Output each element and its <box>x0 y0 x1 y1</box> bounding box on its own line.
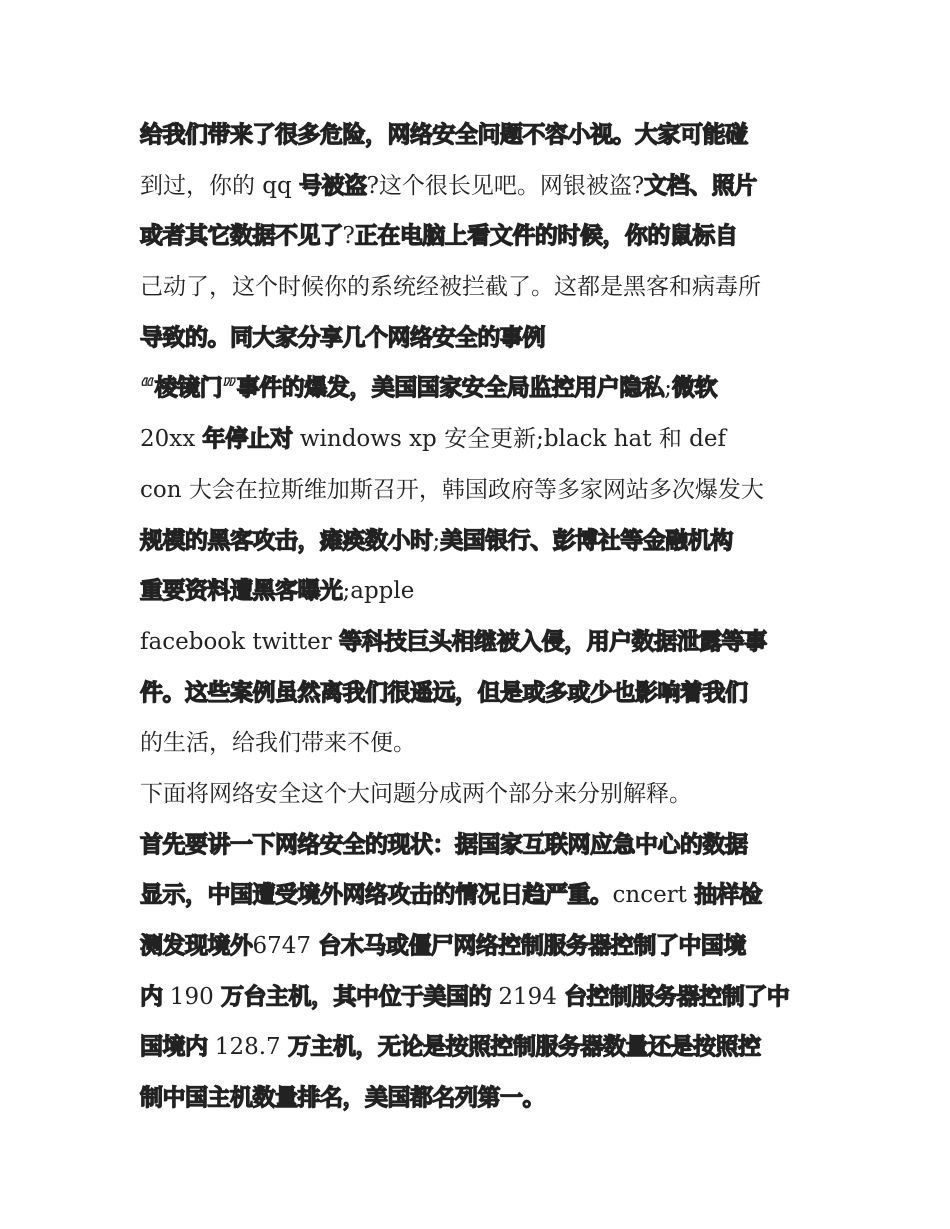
text-segment: 显示，中国遭受境外网络攻击的情况日趋严重。 <box>140 882 613 909</box>
text-segment: 下面将网络安全这个大问题分成两个部分来分别解释。 <box>140 780 692 807</box>
text-segment: “棱镜门”事件的爆发，美国国家安全局监控用户隐私 <box>140 375 665 402</box>
text-segment: 文档、照片 <box>644 172 757 199</box>
text-segment: 台控制服务器控制了中 <box>564 983 790 1010</box>
text-segment: ;apple <box>342 578 415 605</box>
text-segment: 测发现境外 <box>140 933 253 959</box>
text-line <box>140 516 820 567</box>
text-segment: ; <box>432 527 441 554</box>
text-line <box>140 769 820 820</box>
text-segment: 台木马或僵尸网络控制服务器控制了中国境 <box>318 933 746 959</box>
text-segment: 制中国主机数量排名，美国都名列第一。 <box>140 1085 545 1112</box>
text-segment: 号被盗 <box>299 172 367 199</box>
text-segment: 导致的。同大家分享几个网络安全的事例 <box>140 324 545 351</box>
text-segment: 6747 <box>252 933 319 959</box>
text-segment: cncert <box>612 882 695 909</box>
text-line <box>140 465 820 516</box>
text-segment: ?这个很长见吧。网银被盗? <box>366 172 645 199</box>
text-segment: ; <box>664 375 672 402</box>
text-line <box>140 668 820 719</box>
text-segment: 2194 <box>491 983 565 1010</box>
text-segment: 重要资料遭黑客曝光 <box>140 578 343 605</box>
text-segment: 万台主机，其中位于美国的 <box>221 983 492 1010</box>
text-segment: 万主机，无论是按照控制服务器数量还是按照控 <box>287 1034 761 1061</box>
text-segment: 正在电脑上看文件的时候，你的鼠标自 <box>354 223 738 250</box>
text-segment: 内 <box>140 983 163 1010</box>
text-segment: 国境内 <box>140 1034 208 1061</box>
text-segment: 到过，你的 qq <box>140 172 300 199</box>
text-segment: 给我们带来了很多危险，网络安全问题不容小视。大家可能碰 <box>140 122 748 148</box>
text-line <box>140 617 820 668</box>
text-line <box>140 161 820 212</box>
text-line <box>140 313 820 364</box>
text-segment: 或者其它数据不见了 <box>140 223 343 250</box>
text-segment: 128.7 <box>207 1034 288 1061</box>
text-segment: 190 <box>162 983 222 1010</box>
text-segment: 美国银行、彭博社等金融机构 <box>440 527 733 554</box>
text-segment: 的生活，给我们带来不便。 <box>140 730 416 757</box>
document-body <box>140 110 820 1124</box>
text-line <box>140 262 820 313</box>
text-segment: 20xx <box>140 426 203 453</box>
text-segment: 己动了，这个时候你的系统经被拦截了。这都是黑客和病毒所 <box>140 274 761 301</box>
text-segment: 年停止对 <box>202 426 293 453</box>
text-segment: ? <box>342 223 355 250</box>
text-line <box>140 921 820 972</box>
text-line <box>140 211 820 262</box>
text-segment: 件。这些案例虽然离我们很遥远，但是或多或少也影响着我们 <box>140 679 748 706</box>
text-segment: windows xp 安全更新;black hat 和 def <box>292 426 726 453</box>
text-line <box>140 820 820 871</box>
text-segment: 微软 <box>671 375 717 402</box>
text-segment: 首先要讲一下网络安全的现状：据国家互联网应急中心的数据 <box>140 831 748 858</box>
text-line <box>140 870 820 921</box>
text-line <box>140 110 820 161</box>
text-segment: 等科技巨头相继被入侵，用户数据泄露等事 <box>339 628 767 655</box>
text-line <box>140 1022 820 1073</box>
text-line <box>140 1073 820 1124</box>
text-line <box>140 363 820 414</box>
text-line <box>140 718 820 769</box>
text-segment: con 大会在拉斯维加斯召开，韩国政府等多家网站多次爆发大 <box>140 476 764 503</box>
text-segment: 规模的黑客攻击，瘫痪数小时 <box>140 527 433 554</box>
text-segment: 抽样检 <box>694 882 762 909</box>
text-line <box>140 414 820 465</box>
text-line <box>140 972 820 1023</box>
text-line <box>140 566 820 617</box>
text-segment: facebook twitter <box>140 628 340 655</box>
